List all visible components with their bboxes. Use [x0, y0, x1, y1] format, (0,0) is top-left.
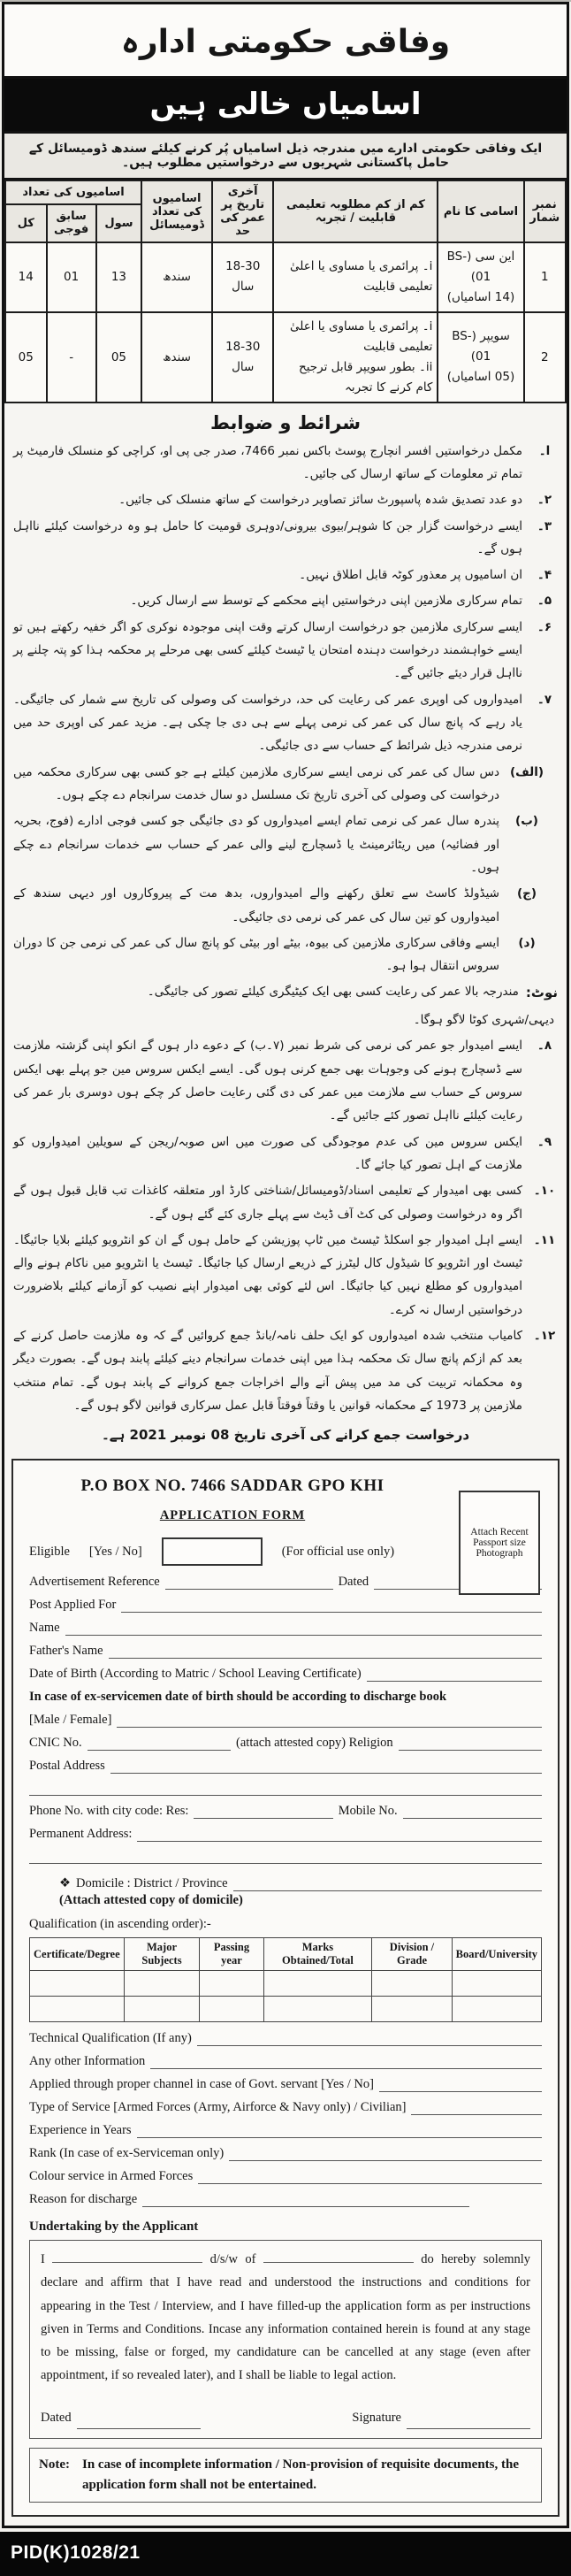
term-text: تمام سرکاری ملازمین اپنی درخواستیں اپنے محکمے کے توسط سے ارسال کریں۔ — [130, 594, 522, 609]
qualification-heading: Qualification (in ascending order):- — [29, 1917, 211, 1932]
dob-note-row — [29, 1690, 542, 1705]
qual-header-row — [30, 1938, 542, 1971]
qual-col-certificate: Certificate/Degree — [30, 1938, 125, 1971]
term-text: دو عدد تصدیق شدہ پاسپورٹ سائز تصاویر درخواست کے ساتھ منسلک کی جائیں۔ — [118, 493, 522, 508]
job2-name: سویپر (BS-01) (05 اسامیاں) — [438, 312, 523, 402]
official-use-label: (For official use only) — [281, 1544, 395, 1559]
term-num: ا۔ — [538, 443, 551, 458]
blank-line — [229, 2147, 542, 2161]
domicile-label: Domicile : District / Province — [76, 1876, 228, 1891]
ad-frame — [2, 2, 569, 2528]
subitem-text: ایسے وفاقی سرکاری ملازمین کی بیوہ، بیٹے اور بیٹی کو پانچ سال کی عمر کی نرمی جن کا دوران سروس انتقال ہوا ہو۔ — [13, 935, 499, 974]
dated-signature-row — [41, 2406, 530, 2429]
term-text: ایکس سروس مین کی عدم موجودگی کی صورت میں اس صوبہ/ریجن کے سویلین امیدواروں کو ملازمت کے اہل تصور کیا جائے گا۔ — [13, 1134, 522, 1172]
term-text: کامیاب منتخب شدہ امیدواروں کو ایک حلف نامہ/بانڈ جمع کروائیں گے کہ وہ ملازمت حاصل کرنے کے بعد کم ازکم پانچ سال تک محکمہ ہذا میں اپنی خدمات سرانجام دینے کیلئے پابند ہوں گے۔ بصورت دیگر وہ محکمانہ تربیت کی مد میں پیش آنے والے اخراجات جمع کروانے کے پابند ہوں گے۔ تمام منتخب ملازمین پر 1973 کے محکمانہ قوانین یا وقتاً فوقتاً قابل عمل سرکاری قوانین لاگو ہوں گے۔ — [13, 1329, 522, 1414]
field-permanent-address — [29, 1827, 542, 1842]
undertaking-text: do hereby solemnly declare and affirm that I have read and understood the instructions and conditions for appearing in the Test / Interview, and I have filled-up the application form as per instructions given in Terms and Conditions. Incase any information contained herein is found at any stage to be missing, false or forged, my candidature can be cancelled at any stage (even after appointment, if so revealed later), and I shall be liable to legal action. — [41, 2252, 531, 2382]
blank-line — [165, 1576, 333, 1590]
col-sno: نمبر شمار — [524, 180, 566, 242]
field-phone — [29, 1804, 542, 1819]
department-title: وفاقی حکومتی ادارہ — [120, 24, 451, 60]
field-gender — [29, 1713, 542, 1728]
col-domicile: اسامیوں کی تعداد ڈومیسائل — [141, 180, 212, 242]
mobile-label: Mobile No. — [338, 1804, 398, 1819]
term-text: ان اسامیوں پر معذور کوٹہ قابل اطلاق نہیں۔ — [299, 568, 522, 583]
field-post-applied — [29, 1598, 542, 1613]
qual-col-subjects: Major Subjects — [124, 1938, 200, 1971]
gender-label: [Male / Female] — [29, 1713, 112, 1728]
colour-service-label: Colour service in Armed Forces — [29, 2169, 194, 2184]
job1-name: این سی (BS-01) (14 اسامیاں) — [438, 242, 523, 312]
term-item-1 — [13, 440, 558, 487]
term-item-3 — [13, 515, 558, 562]
subitem-text: شیڈولڈ کاسٹ سے تعلق رکھنے والے امیدواروں، بدھ مت کے پیروکاروں اور دیہی سندھ کے امیدواروں کو تین سال کی عمر کی نرمی دی جائیگی۔ — [13, 886, 499, 924]
job1-age: 18-30 سال — [212, 242, 273, 312]
domicile-note: (Attach attested copy of domicile) — [59, 1893, 243, 1908]
term-num: ۱۲۔ — [533, 1329, 556, 1344]
eligible-label: Eligible — [29, 1544, 70, 1559]
subitem-num: (ج) — [516, 886, 537, 901]
type-of-service-label: Type of Service [Armed Forces (Army, Airforce & Navy only) / Civilian] — [29, 2100, 407, 2115]
job2-age: 18-30 سال — [212, 312, 273, 402]
dob-label: Date of Birth (According to Matric / School Leaving Certificate) — [29, 1667, 362, 1682]
field-technical-qualification — [29, 2031, 542, 2046]
col-civil: سول — [96, 204, 141, 242]
eligible-checkbox — [162, 1537, 263, 1566]
phone-label: Phone No. with city code: Res: — [29, 1804, 189, 1819]
photo-attach-box: Attach Recent Passport size Photograph — [459, 1491, 540, 1595]
term-num: ۹۔ — [537, 1134, 552, 1149]
job1-sno: 1 — [524, 242, 566, 312]
term-subitem-daal — [13, 932, 558, 978]
dated-label: Dated — [41, 2410, 72, 2425]
eligible-options: [Yes / No] — [88, 1544, 142, 1559]
qualification-table — [29, 1937, 542, 2022]
form-note-label: Note: — [39, 2457, 70, 2472]
job-row-1 — [5, 242, 566, 312]
term-num: ۴۔ — [537, 568, 552, 583]
job2-total: 05 — [5, 312, 47, 402]
term-num: ۶۔ — [537, 619, 552, 634]
po-box-title: P.O BOX NO. 7466 SADDAR GPO KHI — [80, 1476, 384, 1496]
blank-line — [194, 1805, 332, 1819]
field-fathers-name — [29, 1644, 542, 1659]
term-text: ایسے درخواست گزار جن کا شوہر/بیوی بیرونی/دوہری قومیت کا حامل ہو وہ درخواست کیلئے نااہل ہوں گے۔ — [13, 518, 522, 556]
note-label: نوٹ: — [525, 985, 558, 1001]
undertaking-mid: d/s/w of — [209, 2252, 256, 2267]
dob-note: In case of ex-servicemen date of birth should be according to discharge book — [29, 1690, 447, 1705]
term-text: ایسے سرکاری ملازمین جو درخواست ارسال کرتے وقت اپنی موجودہ نوکری کو اگر خفیہ رکھتے ہیں تو ایسے خواہشمند درخواست دہندہ امتحان یا ٹیسٹ کیلئے کسی بھی مرحلے پر محکمہ ہذا کو پتہ چلنے پر نااہل قرار دیئے جائیں گے۔ — [13, 619, 522, 681]
blank-line — [233, 1877, 542, 1891]
field-colour-service — [29, 2169, 542, 2184]
field-rank — [29, 2146, 542, 2161]
term-item-12 — [13, 1324, 558, 1417]
cnic-label: CNIC No. — [29, 1736, 82, 1751]
terms-note — [13, 980, 558, 1006]
blank-line — [137, 1828, 542, 1842]
term-item-2 — [13, 488, 558, 511]
col-total: کل — [5, 204, 47, 242]
subitem-text: پندرہ سال عمر کی نرمی تمام ایسے امیدواروں کو دی جائیگی جو کسی فوجی ادارے (فوج، بحریہ اور فضائیہ) میں ریٹائرمینٹ یا ڈسچارج لینے والی عمر کے حساب سے خدمات سرانجام دے چکے ہوں۔ — [13, 814, 499, 875]
rank-label: Rank (In case of ex-Serviceman only) — [29, 2146, 225, 2161]
postal-address-line-2 — [29, 1782, 542, 1796]
pid-footer-bar — [0, 2532, 571, 2576]
job2-sno: 2 — [524, 312, 566, 402]
job2-civil: 05 — [96, 312, 141, 402]
newspaper-ad-page — [0, 2, 571, 2576]
job1-ex: 01 — [47, 242, 96, 312]
job1-total: 14 — [5, 242, 47, 312]
dated-field — [41, 2406, 256, 2429]
blank-line — [150, 2055, 542, 2069]
blank-line — [198, 2170, 542, 2184]
post-applied-label: Post Applied For — [29, 1598, 117, 1613]
blank-line — [29, 1782, 542, 1796]
term-text: مکمل درخواستیں افسر انچارج پوسٹ باکس نمبر 7466، صدر جی پی او، کراچی کو منسلک فارمیٹ پر تمام تر معلومات کے ساتھ ارسال کی جائیں۔ — [13, 443, 523, 481]
col-post-name: اسامی کا نام — [438, 180, 523, 242]
jobs-header-row — [5, 180, 566, 204]
blank-line — [411, 2101, 542, 2115]
blank-line — [77, 2415, 201, 2429]
pid-number: PID(K)1028/21 — [11, 2542, 141, 2564]
domicile-bullet-icon: ❖ — [59, 1876, 71, 1891]
blank-line — [117, 1714, 542, 1728]
qual-empty-row-2 — [30, 1997, 542, 2022]
term-item-11 — [13, 1229, 558, 1322]
job1-civil: 13 — [96, 242, 141, 312]
department-header — [4, 4, 567, 79]
blank-line — [367, 1668, 542, 1682]
term-item-8 — [13, 1034, 558, 1127]
eligible-row — [29, 1537, 489, 1566]
intro-strip: ایک وفاقی حکومتی ادارے میں مندرجہ ذیل اسامیاں پُر کرنے کیلئے سندھ ڈومیسائل کے حامل پاکستانی شہریوں سے درخواستیں مطلوب ہیں۔ — [4, 131, 567, 180]
proper-channel-label: Applied through proper channel in case of Govt. servant [Yes / No] — [29, 2077, 374, 2092]
blank-line — [65, 1622, 542, 1636]
qual-col-board: Board/University — [452, 1938, 541, 1971]
term-num: ۲۔ — [537, 493, 552, 508]
term-item-6 — [13, 616, 558, 686]
term-item-5 — [13, 589, 558, 612]
term-text: ایسے امیدوار جو عمر کی نرمی کی شرط نمبر (۷۔ب) کے دعوے دار ہوں گے انکو اپنی گزشتہ ملازمت سے ڈسچارج ہونے کی وجوہات بھی جمع کرنی ہوں گی۔ ایسے ایکس سروس مین جو پہلے بھی ایکس سروس کے حساب سے ملازمت میں عمر کی دی گئی رعایت حاصل کر چکے ہوں دوسری بار عمر کی رعایت کیلئے نااہل تصور کئے جائیں گے۔ — [13, 1039, 522, 1123]
application-deadline: درخواست جمع کرانے کی آخری تاریخ 08 نومبر 2021 ہے۔ — [101, 1427, 470, 1444]
field-type-of-service — [29, 2100, 542, 2115]
name-label: Name — [29, 1621, 60, 1636]
term-item-4 — [13, 564, 558, 586]
term-num: ۳۔ — [537, 518, 552, 533]
job2-domicile: سندھ — [141, 312, 212, 402]
col-ex-servicemen: سابق فوجی — [47, 204, 96, 242]
subitem-num: (الف) — [509, 764, 544, 779]
blank-line — [407, 2415, 530, 2429]
blank-line — [88, 1736, 231, 1751]
application-form — [11, 1459, 560, 2517]
blank-line — [121, 1598, 542, 1613]
note-text: مندرجہ بالا عمر کی رعایت کسی بھی ایک کیٹیگری کیلئے تصور کی جائیگی۔ — [147, 985, 519, 1000]
form-note-box — [29, 2448, 542, 2503]
job1-domicile: سندھ — [141, 242, 212, 312]
dated-label: Dated — [338, 1575, 369, 1590]
field-other-info — [29, 2054, 542, 2069]
subitem-num: (ب) — [515, 814, 538, 829]
field-name — [29, 1621, 542, 1636]
qual-col-passing-year: Passing year — [200, 1938, 263, 1971]
field-cnic — [29, 1736, 542, 1751]
term-item-7 — [13, 688, 558, 758]
term-item-9 — [13, 1131, 558, 1177]
blank-line — [137, 2124, 542, 2138]
vacancy-banner — [4, 79, 567, 131]
term-num: ۱۰۔ — [533, 1184, 556, 1199]
term-subitem-jeem — [13, 882, 558, 929]
qual-col-marks: Marks Obtained/Total — [263, 1938, 372, 1971]
signature-label: Signature — [352, 2410, 401, 2425]
blank-line — [52, 2250, 202, 2263]
blank-line — [110, 1760, 542, 1774]
job2-ex: - — [47, 312, 96, 402]
col-age-limit: آخری تاریخ پر عمر کی حد — [212, 180, 273, 242]
undertaking-heading: Undertaking by the Applicant — [29, 2220, 199, 2235]
term-num: ۵۔ — [537, 594, 552, 609]
col-qualification: کم از کم مطلوبہ تعلیمی قابلیت / تجربہ — [273, 180, 438, 242]
term-num: ۸۔ — [537, 1039, 552, 1054]
term-subitem-be — [13, 809, 558, 879]
other-info-label: Any other Information — [29, 2054, 146, 2069]
undertaking-box — [29, 2240, 542, 2439]
vacancy-title: اسامیاں خالی ہیں — [149, 87, 422, 122]
qual-empty-row-1 — [30, 1971, 542, 1997]
form-note-text: In case of incomplete information / Non-provision of requisite documents, the application form shall not be entertained. — [81, 2457, 520, 2493]
experience-label: Experience in Years — [29, 2123, 132, 2138]
postal-address-label: Postal Address — [29, 1759, 105, 1774]
undertaking-pre: I — [41, 2252, 45, 2267]
fathers-name-label: Father's Name — [29, 1644, 103, 1659]
blank-line — [399, 1736, 542, 1751]
field-dob — [29, 1667, 542, 1682]
signature-field — [315, 2406, 530, 2429]
terms-heading: شرائط و ضوابط — [210, 411, 361, 433]
job1-qualification: i۔ پرائمری یا مساوی یا اعلیٰ تعلیمی قابلیت — [273, 242, 438, 312]
job2-qualification: i۔ پرائمری یا مساوی یا اعلیٰ تعلیمی قابلیت ii۔ بطور سویپر قابل ترجیح کام کرنے کا تجربہ — [273, 312, 438, 402]
subitem-num: (د) — [518, 935, 536, 950]
blank-line — [263, 2250, 414, 2263]
cnic-attach-religion-label: (attach attested copy) Religion — [236, 1736, 393, 1751]
field-postal-address — [29, 1759, 542, 1774]
qual-col-division: Division / Grade — [372, 1938, 452, 1971]
field-reason-discharge — [29, 2192, 542, 2207]
job-row-2 — [5, 312, 566, 402]
permanent-address-label: Permanent Address: — [29, 1827, 133, 1842]
subitem-text: دس سال کی عمر کی نرمی ایسے سرکاری ملازمین کیلئے ہے جو کسی بھی سرکاری محکمہ میں درخواست کی وصولی کی آخری تاریخ تک مسلسل دو سال خدمت سرانجام دے چکے ہوں۔ — [13, 764, 499, 802]
terms-note-2: دیہی/شہری کوٹا لاگو ہوگا۔ — [413, 1012, 554, 1027]
term-num: ۱۱۔ — [533, 1232, 556, 1247]
field-experience — [29, 2123, 542, 2138]
terms-section — [4, 403, 567, 1454]
technical-qual-label: Technical Qualification (If any) — [29, 2031, 192, 2046]
col-count-group: اسامیوں کی تعداد — [5, 180, 141, 204]
term-text: ایسے اہل امیدوار جو اسکلڈ ٹیسٹ میں ٹاپ پوزیشن کے حامل ہوں گے ان کو انٹرویو کیلئے بلایا جائیگا۔ ٹیسٹ اور انٹرویو کا شیڈول کال لیٹرز کے ذریعے ارسال کیا جائیگا۔ ٹیسٹ یا انٹرویو میں ناکام ہونے والے امیدواروں کو مطلع نہیں کیا جائیگا۔ اس لئے کوئی بھی امیدوار اپنے نصیب کو آزمانے کیلئے بلاضرورت درخواستیں ارسال نہ کرے۔ — [13, 1232, 522, 1317]
blank-line — [142, 2193, 469, 2207]
jobs-table — [4, 180, 567, 403]
adv-ref-label: Advertisement Reference — [29, 1575, 160, 1590]
term-num: ۷۔ — [537, 692, 552, 707]
blank-line — [403, 1805, 542, 1819]
term-subitem-alif — [13, 761, 558, 808]
blank-line — [109, 1644, 542, 1659]
field-domicile — [59, 1876, 542, 1891]
reason-discharge-label: Reason for discharge — [29, 2192, 138, 2207]
application-form-title: APPLICATION FORM — [159, 1508, 306, 1523]
blank-line — [197, 2032, 542, 2046]
blank-line — [29, 1850, 542, 1864]
term-item-10 — [13, 1179, 558, 1226]
term-text: امیدواروں کی اوپری عمر کی رعایت کی حد، درخواست کی وصولی کی تاریخ سے شمار کی جائیگی۔ یاد رہے کہ پانچ سال کی عمر کی نرمی پہلے سے ہی دی جا چکی ہے۔ مزید عمر کی اوپری حد میں نرمی مندرجہ ذیل شرائط کے حساب سے دی جائیگی۔ — [13, 692, 522, 754]
permanent-address-line-2 — [29, 1850, 542, 1864]
term-text: کسی بھی امیدوار کے تعلیمی اسناد/ڈومیسائل/شناختی کارڈ اور متعلقہ کاغذات تب قابل قبول ہوں گے اگر وہ درخواست وصولی کی کٹ آف ڈیٹ سے پہلے جاری کئے گئے ہوں گے۔ — [13, 1184, 522, 1222]
